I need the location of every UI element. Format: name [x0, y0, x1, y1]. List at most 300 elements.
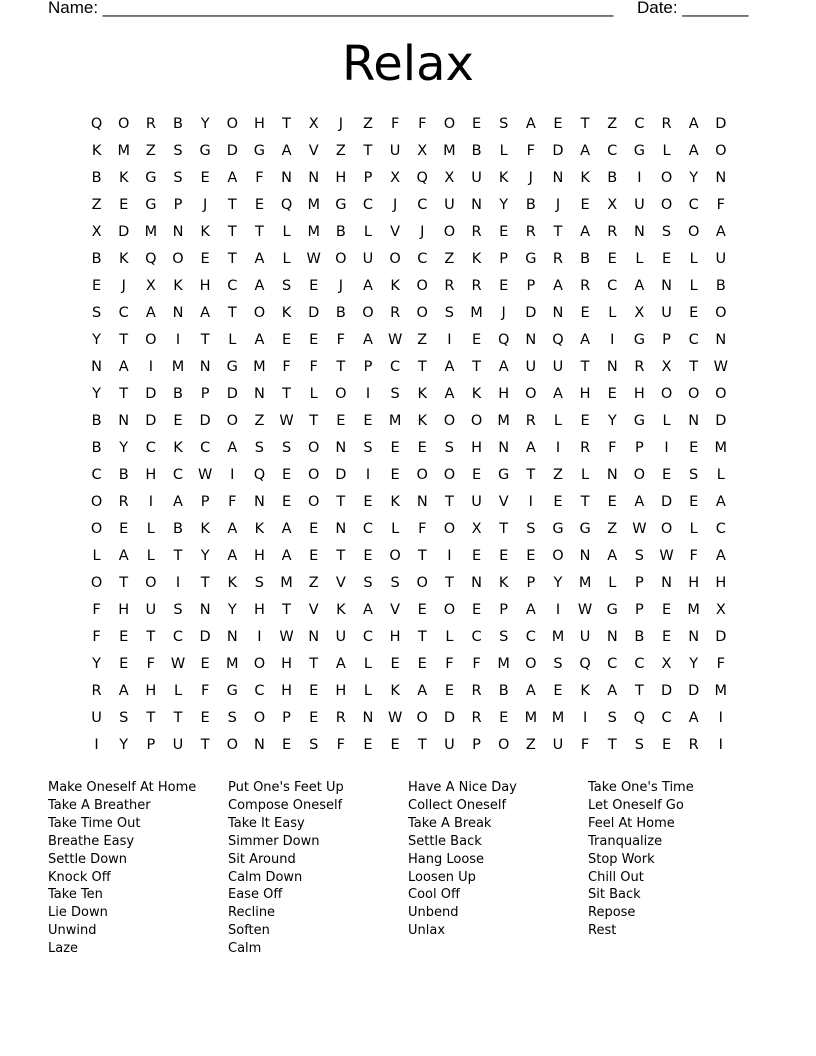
grid-letter: O	[416, 710, 428, 726]
grid-letter: H	[715, 575, 727, 591]
grid-letter: K	[254, 521, 265, 537]
grid-letter: I	[718, 710, 723, 726]
grid-letter: N	[253, 737, 265, 753]
grid-letter: M	[171, 359, 185, 375]
grid-letter: T	[146, 710, 156, 726]
grid-letter: R	[145, 116, 156, 132]
grid-letter: M	[470, 305, 483, 321]
grid-letter: O	[172, 251, 184, 267]
grid-letter: S	[227, 710, 237, 726]
grid-letter: P	[363, 170, 373, 186]
grid-row	[83, 354, 735, 381]
grid-letter: E	[444, 683, 454, 699]
grid-letter: N	[715, 332, 727, 348]
grid-letter: N	[606, 629, 618, 645]
grid-letter: U	[91, 710, 102, 726]
grid-letter: E	[661, 467, 672, 483]
grid-letter: L	[499, 143, 508, 159]
grid-letter: T	[580, 494, 590, 510]
grid-letter: C	[172, 467, 184, 483]
grid-letter: F	[255, 170, 264, 186]
grid-letter: N	[335, 440, 347, 456]
grid-letter: K	[336, 602, 346, 618]
grid-letter: O	[525, 656, 537, 672]
grid-letter: O	[443, 521, 456, 537]
grid-letter: Q	[579, 656, 591, 672]
grid-letter: A	[580, 332, 591, 348]
grid-letter: J	[501, 305, 506, 321]
grid-letter: F	[92, 602, 101, 618]
grid-letter: U	[552, 737, 564, 753]
grid-row	[83, 651, 735, 678]
grid-letter: A	[254, 332, 265, 348]
grid-letter: L	[445, 629, 454, 645]
grid-letter: T	[580, 116, 590, 132]
grid-letter: I	[637, 170, 642, 186]
grid-letter: A	[254, 278, 265, 294]
grid-row	[83, 678, 735, 705]
grid-letter: W	[659, 548, 674, 564]
grid-letter: I	[664, 440, 669, 456]
word-item: Tranqualize	[588, 833, 663, 849]
grid-letter: O	[90, 494, 103, 510]
grid-row	[83, 273, 735, 300]
grid-letter: E	[281, 332, 292, 348]
grid-letter: K	[417, 386, 428, 402]
grid-letter: E	[471, 467, 482, 483]
grid-letter: L	[363, 224, 373, 240]
grid-letter: I	[447, 548, 452, 564]
grid-letter: A	[281, 521, 292, 537]
grid-letter: S	[444, 440, 454, 456]
grid-letter: E	[119, 197, 129, 213]
grid-letter: G	[335, 197, 347, 213]
word-item: Let Oneself Go	[588, 797, 684, 813]
grid-letter: L	[716, 467, 725, 483]
grid-letter: E	[91, 278, 102, 294]
grid-letter: O	[253, 656, 266, 672]
grid-letter: S	[661, 224, 672, 240]
grid-row	[83, 246, 735, 273]
grid-letter: E	[417, 602, 427, 618]
grid-letter: D	[525, 305, 537, 321]
word-column	[408, 779, 588, 958]
grid-letter: J	[420, 224, 425, 240]
grid-letter: C	[227, 278, 238, 294]
grid-letter: J	[202, 197, 208, 213]
word-item: Take It Easy	[228, 815, 305, 831]
grid-letter: D	[199, 413, 211, 429]
word-item: Stop Work	[588, 851, 655, 867]
grid-letter: H	[281, 656, 292, 672]
grid-letter: V	[498, 494, 509, 510]
grid-letter: E	[309, 278, 319, 294]
grid-letter: O	[90, 521, 103, 537]
grid-letter: D	[145, 386, 157, 402]
grid-letter: H	[253, 116, 265, 132]
grid-letter: E	[281, 494, 292, 510]
name-date-line: Name: ______________________________________________________ Date: _______	[48, 0, 749, 17]
grid-letter: R	[390, 305, 401, 321]
grid-letter: Y	[607, 413, 617, 429]
grid-letter: C	[607, 656, 618, 672]
grid-row	[83, 111, 735, 138]
grid-letter: C	[145, 440, 156, 456]
grid-letter: T	[146, 629, 156, 645]
grid-letter: Z	[607, 521, 618, 537]
grid-letter: O	[660, 197, 673, 213]
grid-letter: B	[525, 197, 536, 213]
grid-letter: O	[416, 467, 428, 483]
grid-letter: Y	[689, 170, 699, 186]
grid-letter: D	[688, 683, 700, 699]
grid-letter: A	[688, 710, 699, 726]
grid-letter: X	[417, 143, 428, 159]
grid-letter: G	[226, 683, 238, 699]
grid-letter: G	[199, 143, 211, 159]
grid-letter: Z	[525, 737, 536, 753]
grid-letter: Y	[499, 197, 509, 213]
grid-letter: E	[471, 116, 482, 132]
grid-letter: S	[173, 170, 183, 186]
grid-letter: O	[90, 575, 103, 591]
grid-letter: B	[607, 170, 618, 186]
grid-letter: Z	[607, 116, 618, 132]
grid-letter: Q	[280, 197, 293, 213]
grid-letter: E	[661, 629, 672, 645]
grid-letter: U	[715, 251, 727, 267]
grid-letter: C	[661, 710, 672, 726]
grid-letter: B	[173, 521, 183, 537]
word-item: Calm	[228, 941, 262, 957]
grid-letter: S	[363, 440, 373, 456]
grid-letter: H	[145, 467, 157, 483]
grid-letter: H	[498, 386, 510, 402]
grid-letter: D	[118, 224, 130, 240]
grid-letter: Z	[335, 143, 346, 159]
grid-letter: R	[91, 683, 102, 699]
grid-letter: W	[387, 710, 403, 726]
grid-letter: T	[417, 629, 427, 645]
grid-letter: T	[336, 359, 346, 375]
grid-letter: F	[146, 656, 156, 672]
grid-letter: T	[173, 710, 183, 726]
grid-letter: O	[416, 575, 428, 591]
grid-letter: O	[226, 413, 238, 429]
grid-letter: A	[498, 359, 509, 375]
grid-letter: I	[718, 737, 723, 753]
grid-letter: G	[145, 197, 157, 213]
grid-letter: X	[661, 656, 672, 672]
word-item: Settle Down	[48, 851, 128, 867]
grid-letter: Z	[444, 251, 455, 267]
word-item: Unlax	[408, 923, 446, 939]
grid-letter: F	[445, 656, 454, 672]
grid-letter: O	[687, 224, 700, 240]
grid-letter: L	[363, 683, 373, 699]
grid-letter: T	[309, 413, 319, 429]
grid-letter: G	[633, 143, 645, 159]
grid-letter: L	[146, 521, 155, 537]
grid-letter: N	[335, 521, 347, 537]
grid-letter: N	[91, 359, 102, 375]
grid-letter: E	[580, 413, 590, 429]
grid-letter: M	[443, 143, 456, 159]
grid-letter: E	[689, 305, 699, 321]
grid-letter: M	[144, 224, 158, 240]
grid-letter: I	[610, 332, 615, 348]
grid-letter: F	[716, 197, 725, 213]
grid-letter: F	[390, 116, 400, 132]
grid-row	[83, 327, 735, 354]
grid-letter: D	[226, 386, 238, 402]
grid-letter: H	[253, 602, 265, 618]
grid-letter: Z	[417, 332, 428, 348]
grid-letter: E	[281, 467, 292, 483]
grid-letter: T	[417, 548, 427, 564]
grid-letter: B	[471, 143, 482, 159]
grid-letter: D	[199, 629, 211, 645]
grid-letter: G	[253, 143, 266, 159]
grid-letter: V	[390, 602, 401, 618]
grid-letter: C	[715, 521, 726, 537]
grid-letter: E	[607, 494, 617, 510]
grid-letter: E	[553, 494, 563, 510]
grid-letter: G	[226, 359, 238, 375]
grid-letter: H	[633, 386, 645, 402]
grid-row	[83, 624, 735, 651]
grid-letter: Y	[119, 440, 129, 456]
grid-letter: F	[309, 359, 318, 375]
grid-letter: R	[118, 494, 129, 510]
grid-letter: N	[253, 494, 265, 510]
grid-row	[83, 138, 735, 165]
grid-letter: I	[365, 467, 371, 483]
grid-letter: G	[606, 602, 618, 618]
grid-letter: E	[309, 332, 319, 348]
grid-letter: L	[608, 305, 617, 321]
grid-letter: I	[175, 575, 181, 591]
grid-letter: T	[417, 359, 427, 375]
grid-letter: T	[309, 656, 319, 672]
grid-letter: P	[472, 737, 481, 753]
grid-letter: T	[417, 737, 427, 753]
grid-letter: K	[173, 440, 183, 456]
grid-letter: F	[228, 494, 237, 510]
grid-row	[83, 192, 735, 219]
grid-letter: O	[443, 467, 456, 483]
grid-letter: C	[471, 629, 482, 645]
grid-letter: B	[91, 251, 102, 267]
grid-letter: B	[335, 224, 346, 240]
word-item: Take A Breather	[48, 797, 151, 813]
grid-letter: Z	[363, 116, 373, 132]
grid-letter: Q	[253, 467, 266, 483]
grid-letter: A	[227, 170, 238, 186]
grid-letter: B	[91, 413, 102, 429]
grid-letter: P	[662, 332, 671, 348]
grid-letter: T	[254, 224, 264, 240]
grid-letter: D	[226, 143, 238, 159]
grid-letter: H	[471, 440, 482, 456]
grid-letter: H	[688, 575, 700, 591]
grid-letter: F	[689, 548, 698, 564]
grid-letter: T	[282, 602, 291, 618]
grid-letter: O	[389, 251, 401, 267]
grid-letter: R	[471, 278, 482, 294]
grid-letter: G	[145, 170, 157, 186]
grid-letter: V	[308, 602, 319, 618]
grid-letter: N	[552, 305, 564, 321]
grid-row	[83, 408, 735, 435]
grid-letter: T	[119, 575, 129, 591]
grid-letter: C	[390, 359, 401, 375]
word-item: Hang Loose	[408, 851, 485, 867]
grid-letter: P	[526, 278, 536, 294]
grid-letter: C	[172, 629, 184, 645]
grid-letter: A	[580, 224, 591, 240]
grid-letter: O	[253, 305, 266, 321]
grid-letter: B	[580, 251, 591, 267]
grid-letter: E	[281, 737, 292, 753]
grid-letter: R	[471, 683, 482, 699]
grid-letter: T	[227, 251, 237, 267]
grid-letter: L	[282, 251, 291, 267]
grid-letter: W	[306, 251, 321, 267]
grid-letter: I	[257, 629, 262, 645]
grid-row	[83, 543, 735, 570]
word-search-grid	[83, 111, 735, 759]
grid-letter: G	[579, 521, 591, 537]
grid-letter: C	[91, 467, 102, 483]
word-item: Sit Around	[228, 851, 296, 867]
grid-letter: C	[362, 521, 374, 537]
grid-letter: U	[444, 197, 455, 213]
grid-letter: U	[172, 737, 184, 753]
grid-letter: L	[662, 413, 671, 429]
grid-letter: N	[226, 629, 238, 645]
grid-letter: I	[94, 737, 99, 753]
word-item: Simmer Down	[228, 833, 320, 849]
grid-letter: C	[417, 251, 428, 267]
grid-letter: S	[363, 575, 373, 591]
grid-letter: O	[226, 737, 238, 753]
grid-letter: M	[307, 224, 320, 240]
grid-letter: O	[335, 386, 347, 402]
grid-letter: E	[499, 548, 509, 564]
grid-letter: W	[632, 521, 647, 537]
grid-letter: I	[555, 440, 561, 456]
word-item: Sit Back	[588, 887, 641, 903]
grid-letter: O	[362, 305, 374, 321]
grid-letter: V	[308, 143, 319, 159]
grid-letter: C	[417, 197, 428, 213]
grid-letter: L	[228, 332, 237, 348]
grid-letter: X	[607, 197, 618, 213]
grid-letter: I	[555, 602, 561, 618]
grid-letter: C	[118, 305, 129, 321]
grid-letter: S	[390, 386, 400, 402]
grid-letter: H	[118, 602, 130, 618]
grid-letter: R	[552, 251, 563, 267]
grid-letter: T	[472, 359, 481, 375]
grid-letter: T	[336, 494, 346, 510]
grid-letter: N	[606, 467, 618, 483]
grid-letter: P	[635, 440, 644, 456]
grid-letter: C	[362, 197, 374, 213]
grid-letter: E	[390, 656, 400, 672]
grid-letter: M	[714, 683, 728, 699]
grid-letter: K	[498, 575, 509, 591]
grid-letter: E	[607, 251, 617, 267]
grid-letter: A	[580, 143, 591, 159]
grid-letter: Y	[92, 332, 101, 348]
grid-letter: F	[608, 440, 617, 456]
grid-letter: W	[279, 629, 294, 645]
grid-letter: H	[253, 548, 265, 564]
word-item: Recline	[228, 905, 276, 921]
grid-letter: R	[525, 224, 536, 240]
grid-letter: A	[688, 116, 699, 132]
grid-letter: N	[525, 332, 537, 348]
grid-letter: H	[335, 683, 347, 699]
word-item: Take Time Out	[48, 815, 141, 831]
grid-letter: H	[579, 386, 591, 402]
grid-letter: M	[117, 143, 130, 159]
grid-letter: P	[146, 737, 156, 753]
grid-letter: O	[416, 305, 428, 321]
grid-letter: L	[391, 521, 400, 537]
word-item: Breathe Easy	[48, 833, 135, 849]
word-item: Chill Out	[588, 869, 644, 885]
grid-row	[83, 732, 735, 759]
grid-letter: H	[389, 629, 401, 645]
grid-letter: T	[580, 359, 590, 375]
grid-letter: R	[471, 224, 482, 240]
grid-letter: O	[715, 143, 727, 159]
word-item: Cool Off	[408, 887, 460, 903]
grid-letter: D	[552, 143, 564, 159]
grid-letter: A	[227, 548, 238, 564]
grid-letter: A	[417, 683, 428, 699]
grid-letter: A	[363, 602, 373, 618]
grid-letter: U	[661, 305, 672, 321]
grid-letter: N	[498, 440, 510, 456]
grid-letter: L	[173, 683, 183, 699]
grid-letter: T	[607, 737, 617, 753]
word-item: Loosen Up	[408, 869, 476, 885]
word-item: Collect Oneself	[408, 797, 507, 813]
grid-letter: N	[715, 170, 727, 186]
grid-letter: C	[525, 629, 536, 645]
grid-letter: O	[552, 548, 564, 564]
grid-letter: R	[444, 278, 455, 294]
grid-letter: S	[309, 737, 319, 753]
grid-letter: B	[91, 170, 102, 186]
grid-letter: B	[715, 278, 726, 294]
grid-letter: G	[633, 332, 645, 348]
grid-letter: E	[607, 386, 617, 402]
grid-letter: T	[200, 332, 210, 348]
grid-letter: T	[119, 332, 129, 348]
grid-letter: N	[688, 413, 700, 429]
grid-letter: K	[390, 683, 400, 699]
grid-letter: U	[335, 629, 347, 645]
grid-letter: V	[335, 575, 346, 591]
grid-letter: Y	[119, 737, 129, 753]
grid-letter: N	[579, 548, 591, 564]
grid-letter: L	[146, 548, 155, 564]
